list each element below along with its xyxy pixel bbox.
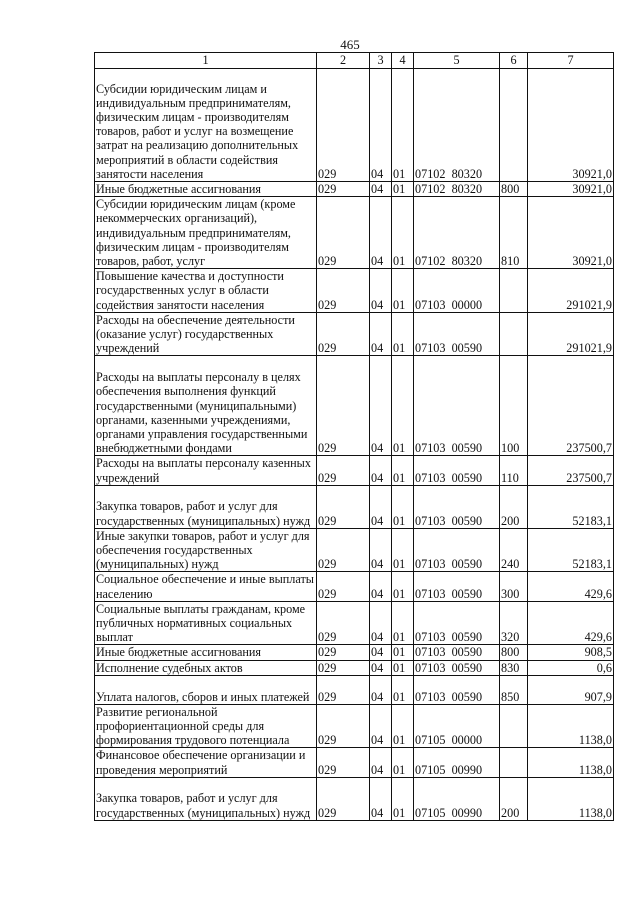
row-subsection: 01 — [392, 356, 414, 456]
row-code-admin: 029 — [317, 675, 370, 704]
row-code-admin: 029 — [317, 704, 370, 748]
row-section: 04 — [370, 69, 392, 182]
table-row — [95, 182, 614, 197]
table-row — [95, 312, 614, 356]
row-subsection: 01 — [392, 777, 414, 820]
table-row — [95, 528, 614, 572]
table-row — [95, 69, 614, 182]
row-code-admin: 029 — [317, 660, 370, 675]
row-amount: 1138,0 — [528, 748, 614, 777]
row-expense-type: 800 — [500, 645, 528, 660]
row-amount: 1138,0 — [528, 777, 614, 820]
row-name: Расходы на обеспечение деятельности (оказание услуг) государственных учреждений — [95, 312, 317, 356]
row-expense-type — [500, 69, 528, 182]
row-subsection: 01 — [392, 197, 414, 269]
row-expense-type — [500, 269, 528, 313]
row-expense-type — [500, 312, 528, 356]
row-section: 04 — [370, 456, 392, 485]
row-subsection: 01 — [392, 645, 414, 660]
row-amount: 908,5 — [528, 645, 614, 660]
row-amount: 52183,1 — [528, 485, 614, 528]
header-col-7: 7 — [528, 53, 614, 69]
table-row — [95, 269, 614, 313]
row-target-article: 07102 80320 — [414, 197, 500, 269]
row-section: 04 — [370, 197, 392, 269]
row-subsection: 01 — [392, 528, 414, 572]
row-code-admin: 029 — [317, 197, 370, 269]
row-name: Иные закупки товаров, работ и услуг для обеспечения государственных (муниципальных) нужд — [95, 528, 317, 572]
page-number: 465 — [340, 37, 360, 52]
row-target-article: 07103 00590 — [414, 528, 500, 572]
table-row — [95, 660, 614, 675]
row-code-admin: 029 — [317, 269, 370, 313]
row-expense-type: 300 — [500, 572, 528, 601]
row-target-article: 07103 00590 — [414, 645, 500, 660]
row-subsection: 01 — [392, 182, 414, 197]
row-target-article: 07102 80320 — [414, 69, 500, 182]
row-subsection: 01 — [392, 485, 414, 528]
row-target-article: 07103 00590 — [414, 356, 500, 456]
row-code-admin: 029 — [317, 312, 370, 356]
table-row — [95, 356, 614, 456]
row-expense-type: 100 — [500, 356, 528, 456]
row-amount: 429,6 — [528, 601, 614, 645]
header-col-2: 2 — [317, 53, 370, 69]
row-name: Иные бюджетные ассигнования — [95, 182, 317, 197]
row-amount: 237500,7 — [528, 356, 614, 456]
row-amount: 30921,0 — [528, 182, 614, 197]
table-row — [95, 197, 614, 269]
row-target-article: 07103 00590 — [414, 572, 500, 601]
row-code-admin: 029 — [317, 456, 370, 485]
row-name: Уплата налогов, сборов и иных платежей — [95, 675, 317, 704]
row-expense-type: 110 — [500, 456, 528, 485]
row-expense-type: 200 — [500, 777, 528, 820]
row-name: Социальные выплаты гражданам, кроме публичных нормативных социальных выплат — [95, 601, 317, 645]
row-code-admin: 029 — [317, 69, 370, 182]
row-code-admin: 029 — [317, 748, 370, 777]
table-row — [95, 704, 614, 748]
table-row — [95, 572, 614, 601]
row-amount: 52183,1 — [528, 528, 614, 572]
row-code-admin: 029 — [317, 572, 370, 601]
table-row — [95, 675, 614, 704]
row-target-article: 07105 00990 — [414, 748, 500, 777]
header-col-4: 4 — [392, 53, 414, 69]
row-section: 04 — [370, 601, 392, 645]
row-expense-type: 810 — [500, 197, 528, 269]
row-name: Расходы на выплаты персоналу в целях обеспечения выполнения функций государственными (муниципальными) органами, казенными учреждениями, органами управления государственными внебюджетными фондами — [95, 356, 317, 456]
row-target-article: 07103 00590 — [414, 312, 500, 356]
row-target-article: 07103 00590 — [414, 601, 500, 645]
row-target-article: 07103 00590 — [414, 485, 500, 528]
row-expense-type: 850 — [500, 675, 528, 704]
row-expense-type: 800 — [500, 182, 528, 197]
row-subsection: 01 — [392, 312, 414, 356]
row-name: Закупка товаров, работ и услуг для государственных (муниципальных) нужд — [95, 485, 317, 528]
row-name: Иные бюджетные ассигнования — [95, 645, 317, 660]
row-code-admin: 029 — [317, 777, 370, 820]
row-subsection: 01 — [392, 704, 414, 748]
row-section: 04 — [370, 704, 392, 748]
row-name: Социальное обеспечение и иные выплаты населению — [95, 572, 317, 601]
row-expense-type — [500, 704, 528, 748]
row-subsection: 01 — [392, 456, 414, 485]
row-name: Закупка товаров, работ и услуг для государственных (муниципальных) нужд — [95, 777, 317, 820]
row-amount: 429,6 — [528, 572, 614, 601]
row-expense-type: 240 — [500, 528, 528, 572]
row-code-admin: 029 — [317, 485, 370, 528]
header-col-1: 1 — [95, 53, 317, 69]
row-amount: 907,9 — [528, 675, 614, 704]
row-name: Субсидии юридическим лицам (кроме некоммерческих организаций), индивидуальным предпринимателям, физическим лицам - производителям товаров, работ, услуг — [95, 197, 317, 269]
row-name: Исполнение судебных актов — [95, 660, 317, 675]
row-section: 04 — [370, 485, 392, 528]
table-row — [95, 748, 614, 777]
row-code-admin: 029 — [317, 645, 370, 660]
row-amount: 1138,0 — [528, 704, 614, 748]
row-code-admin: 029 — [317, 182, 370, 197]
row-expense-type: 320 — [500, 601, 528, 645]
row-section: 04 — [370, 660, 392, 675]
row-expense-type: 830 — [500, 660, 528, 675]
header-col-6: 6 — [500, 53, 528, 69]
row-name: Развитие региональной профориентационной среды для формирования трудового потенциала — [95, 704, 317, 748]
row-amount: 30921,0 — [528, 69, 614, 182]
row-target-article: 07103 00590 — [414, 675, 500, 704]
table-row — [95, 485, 614, 528]
row-section: 04 — [370, 572, 392, 601]
table-row — [95, 456, 614, 485]
row-name: Повышение качества и доступности государственных услуг в области содействия занятости населения — [95, 269, 317, 313]
row-amount: 291021,9 — [528, 269, 614, 313]
row-subsection: 01 — [392, 601, 414, 645]
row-section: 04 — [370, 675, 392, 704]
row-code-admin: 029 — [317, 601, 370, 645]
row-amount: 237500,7 — [528, 456, 614, 485]
row-section: 04 — [370, 182, 392, 197]
row-subsection: 01 — [392, 675, 414, 704]
row-code-admin: 029 — [317, 528, 370, 572]
row-section: 04 — [370, 528, 392, 572]
table-row — [95, 645, 614, 660]
row-target-article: 07103 00000 — [414, 269, 500, 313]
header-col-5: 5 — [414, 53, 500, 69]
row-section: 04 — [370, 645, 392, 660]
header-col-3: 3 — [370, 53, 392, 69]
row-amount: 30921,0 — [528, 197, 614, 269]
row-expense-type: 200 — [500, 485, 528, 528]
row-name: Финансовое обеспечение организации и проведения мероприятий — [95, 748, 317, 777]
row-amount: 0,6 — [528, 660, 614, 675]
table-row — [95, 777, 614, 820]
row-target-article: 07103 00590 — [414, 660, 500, 675]
row-subsection: 01 — [392, 660, 414, 675]
budget-table — [94, 52, 614, 821]
row-code-admin: 029 — [317, 356, 370, 456]
table-row — [95, 601, 614, 645]
row-expense-type — [500, 748, 528, 777]
row-subsection: 01 — [392, 69, 414, 182]
row-subsection: 01 — [392, 269, 414, 313]
row-subsection: 01 — [392, 748, 414, 777]
row-target-article: 07103 00590 — [414, 456, 500, 485]
table-header-row — [95, 53, 614, 69]
row-target-article: 07105 00000 — [414, 704, 500, 748]
row-name: Субсидии юридическим лицам и индивидуальным предпринимателям, физическим лицам - производителям товаров, работ и услуг на возмещение затрат на реализацию дополнительных мероприятий в области содействия занятости населения — [95, 69, 317, 182]
row-section: 04 — [370, 748, 392, 777]
row-amount: 291021,9 — [528, 312, 614, 356]
row-name: Расходы на выплаты персоналу казенных учреждений — [95, 456, 317, 485]
row-section: 04 — [370, 777, 392, 820]
row-section: 04 — [370, 312, 392, 356]
row-section: 04 — [370, 356, 392, 456]
row-subsection: 01 — [392, 572, 414, 601]
row-target-article: 07102 80320 — [414, 182, 500, 197]
row-target-article: 07105 00990 — [414, 777, 500, 820]
row-section: 04 — [370, 269, 392, 313]
